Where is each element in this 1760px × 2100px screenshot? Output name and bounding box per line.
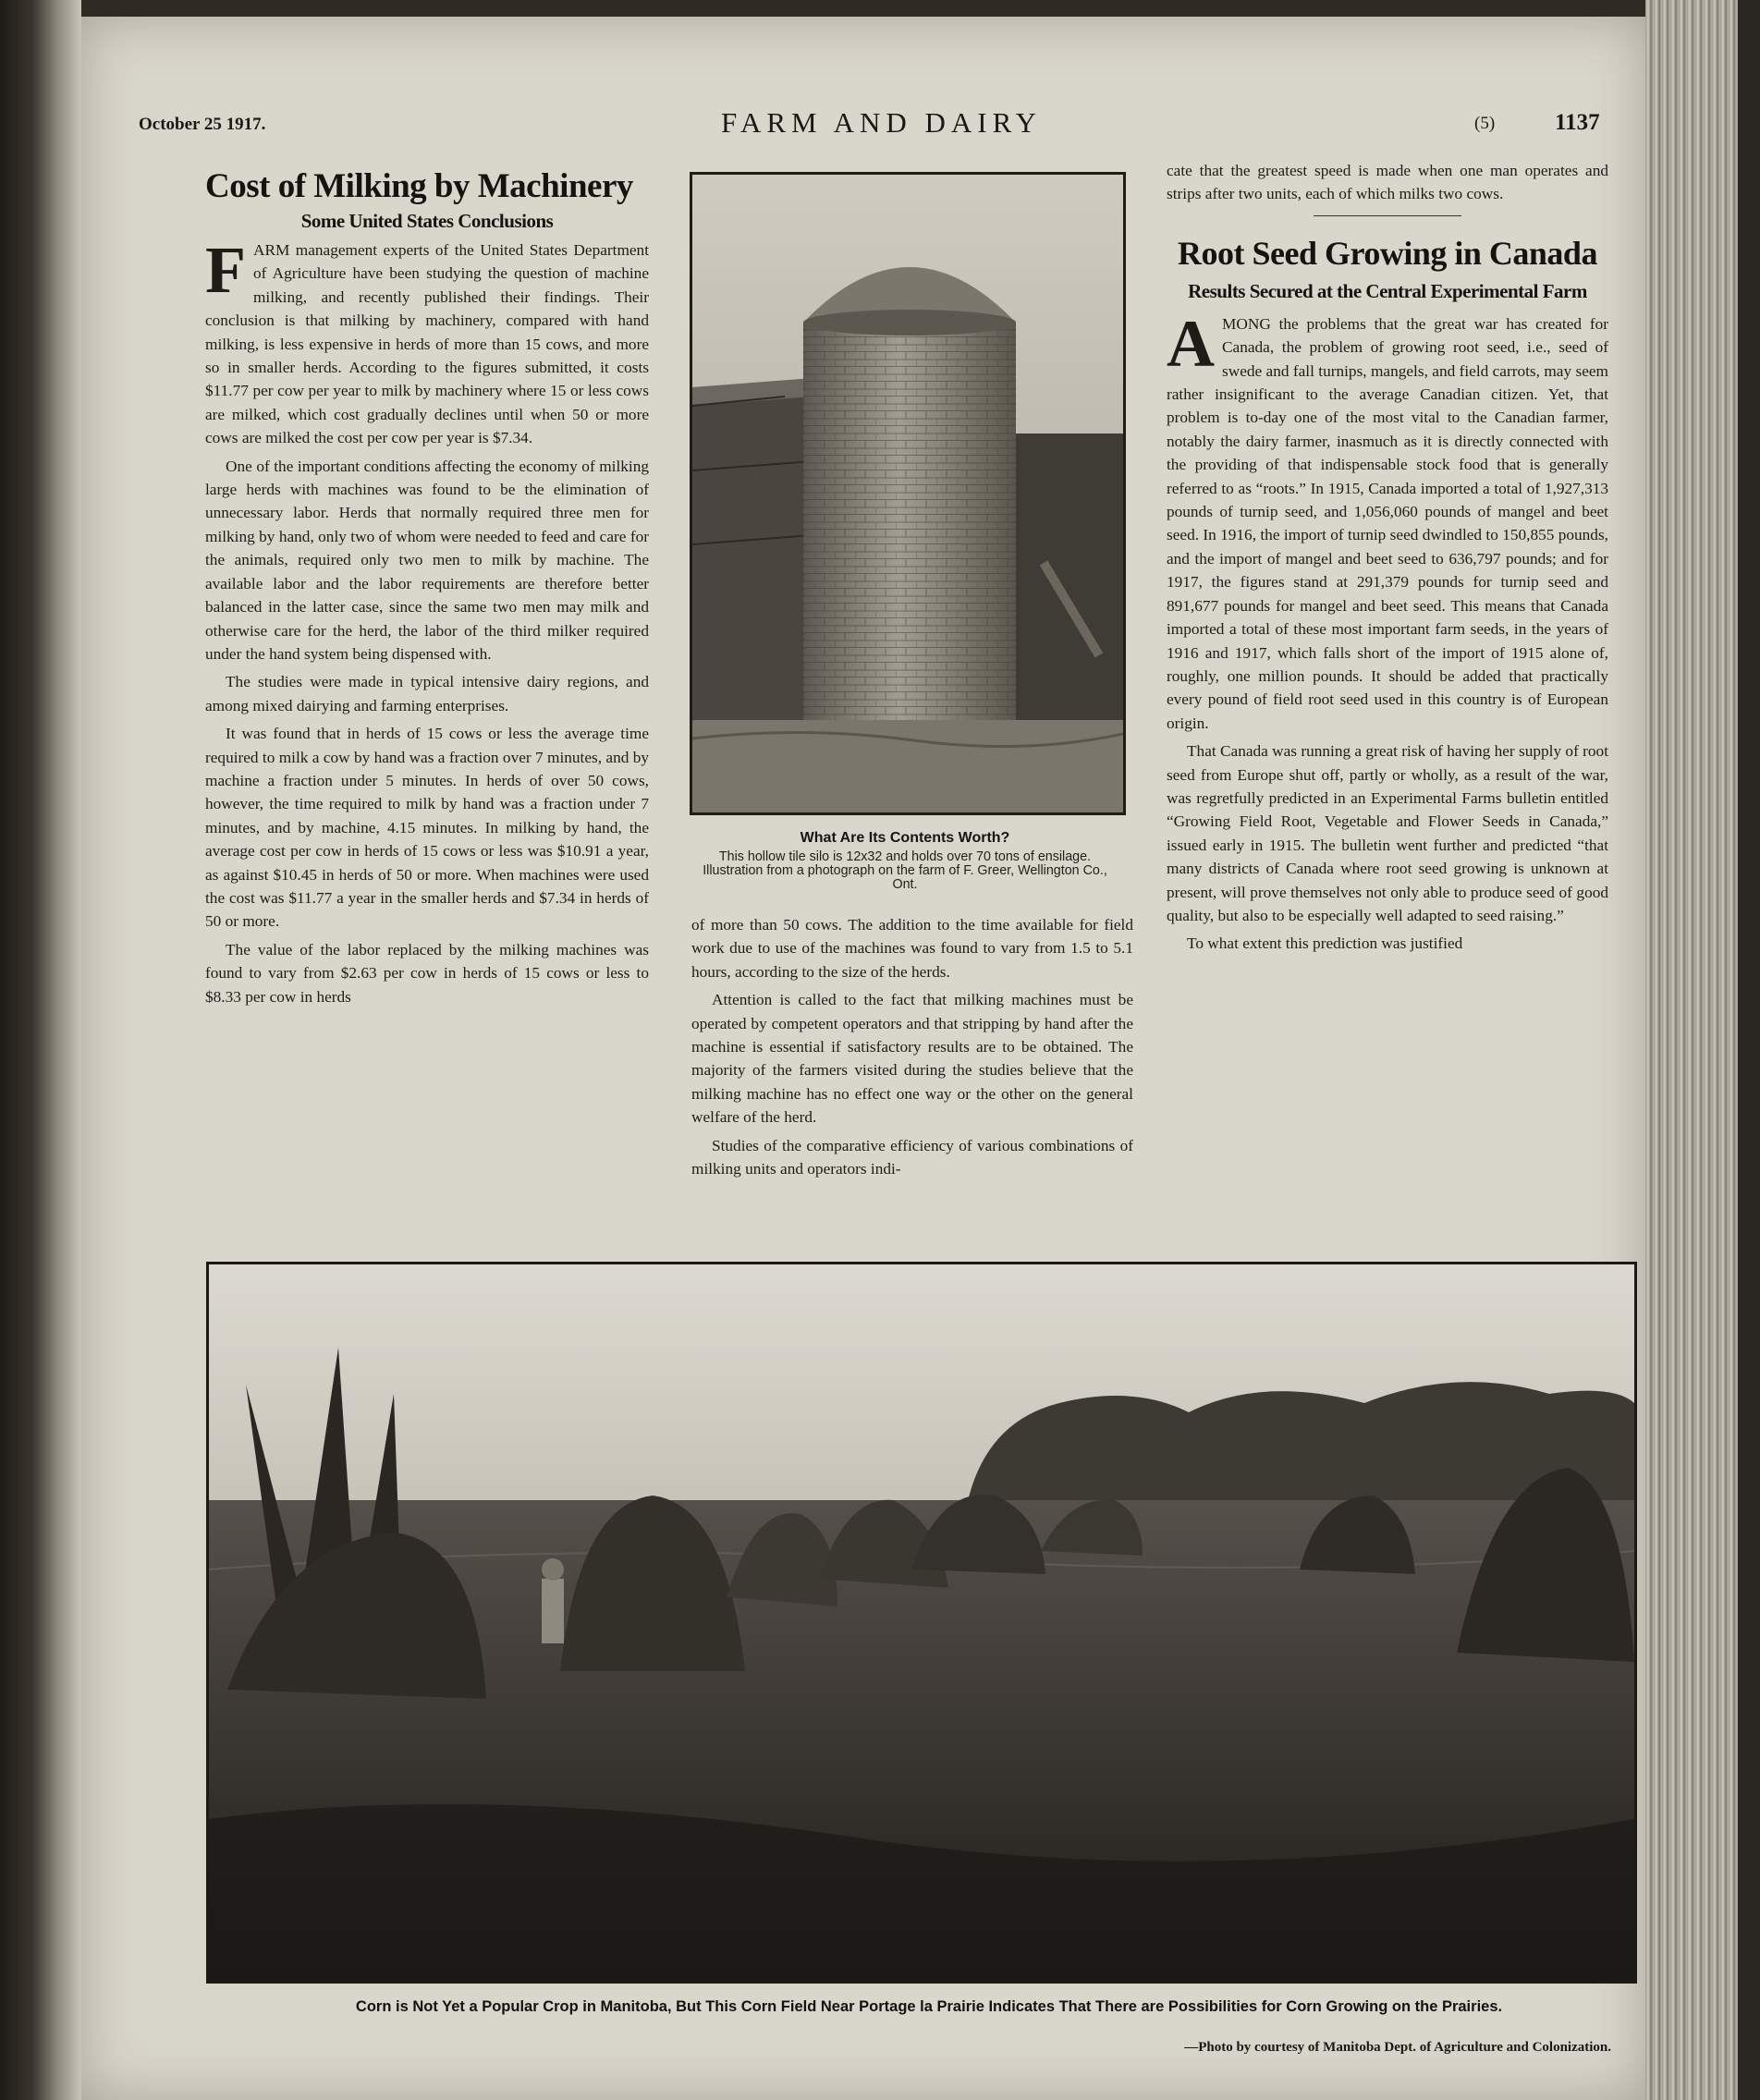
publication-title: FARM AND DAIRY <box>721 106 1042 139</box>
book-edge-shadow <box>1738 0 1760 2100</box>
article-milking-paragraph: The studies were made in typical intensive dairy regions, and among mixed dairying and farming enterprises. <box>205 673 649 714</box>
continuation-paragraph: of more than 50 cows. The addition to the time available for field work due to use of the machines was found to vary from 1.5 to 5.1 hours, according to the size of the herds. <box>691 916 1133 981</box>
article-root-seed-title: Root Seed Growing in Canada <box>1178 234 1597 272</box>
dropcap: F <box>205 233 246 307</box>
continuation-paragraph: Studies of the comparative efficiency of various combinations of milking units and operators indi- <box>691 1136 1133 1178</box>
article-root-seed-paragraph: That Canada was running a great risk of having her supply of root seed from Europe shut off, partly or wholly, as a result of the war, was regretfully predicted in an Experimental Farms bulletin entitled “Growing Field Root, Vegetable and Flower Seeds in Canada,” issued early in 1915. The bulletin went further and predicted “that many districts of Canada where root seed growing is unknown at present, will prove themselves not only able to produce seed of good quality, but also to be especially well adapted to seed raising.” <box>1167 742 1608 924</box>
silo-image <box>692 175 1123 812</box>
page-header <box>139 102 1608 148</box>
article-root-seed-paragraph: AMONG the problems that the great war has created for Canada, the problem of growing root seed, i.e., seed of swede and fall turnips, mangels, and field carrots, may seem rather insignificant to the average Canadian citizen. Yet, that problem is to-day one of the most vital to the Canadian farmer, notably the dairy farmer, inasmuch as it is directly connected with the providing of that indispensable stock food that is generally referred to as “roots.” In 1915, Canada imported a total of 1,927,313 pounds of turnip seed, and 1,056,060 pounds of mangel and beet seed. In 1916, the import of turnip seed dwindled to 150,855 pounds, and the import of mangel and beet seed to 636,797 pounds; and for 1917, the figures stand at 291,379 pounds for turnip seed and 891,677 pounds for mangel and beet seed. This means that Canada imported a total of these most important farm seeds, in the years of 1916 and 1917, which falls short of the import of 1915 alone of, roughly, one million pounds. It should be added that practically every pound of field root seed used in this country is of European origin. <box>1167 306 1608 732</box>
corn-field-caption: Corn is Not Yet a Popular Crop in Manitoba, But This Corn Field Near Portage la Prairie Indicates That There are Possibilities for Corn Growing on the Prairies. <box>355 1998 1503 2015</box>
dropcap: A <box>1167 306 1215 381</box>
article-milking-continuation <box>691 913 1133 1185</box>
book-gutter-left <box>0 0 81 2100</box>
article-milking-paragraph: The value of the labor replaced by the milking machines was found to vary from $2.63 per cow in herds of 15 cows or less to $8.33 per cow in herds <box>205 940 649 1006</box>
silo-caption-title: What Are Its Contents Worth? <box>800 830 1010 846</box>
article-root-seed-paragraph: To what extent this prediction was justified <box>1187 934 1463 953</box>
article-milking-paragraph: One of the important conditions affecting the economy of milking large herds with machines was found to be the elimination of unnecessary labor. Herds that normally required three men for milking by hand, only two of whom were needed to feed and care for the animals, required only two men to milk by machine. The available labor and the labor requirements are therefore better balanced in the latter case, since the same two men may milk and otherwise care for the herd, the labor of the third milker required under the hand system being dispensed with. <box>205 457 649 663</box>
article-milking-paragraph: It was found that in herds of 15 cows or less the average time required to milk a cow by hand was a fraction over 7 minutes, and by machine a fraction under 5 minutes. In herds of over 50 cows, however, the time required to milk by hand was a fraction under 7 minutes, and by machine, 4.15 minutes. In milking by hand, the average cost per cow in herds of 15 cows or less was $10.91 a year, as against $10.45 in herds of 50 or more. When machines were used the cost was $11.77 a year in the smaller herds and $7.34 in herds of 50 or more. <box>205 725 649 931</box>
article-milking-title: Cost of Milking by Machinery <box>205 167 633 205</box>
corn-field-photograph <box>206 1262 1637 1984</box>
photo-credit: —Photo by courtesy of Manitoba Dept. of Agriculture and Colonization. <box>1184 2040 1611 2055</box>
section-number: (5) <box>1474 114 1496 133</box>
article-root-seed-subtitle: Results Secured at the Central Experimental Farm <box>1188 279 1587 302</box>
silo-photograph <box>690 172 1126 815</box>
page-number: 1137 <box>1555 110 1600 135</box>
continuation-paragraph: cate that the greatest speed is made when one man operates and strips after two units, each of which milks two cows. <box>1167 162 1608 203</box>
continuation-paragraph: Attention is called to the fact that milking machines must be operated by competent operators and that stripping by hand after the machine is essential if satisfactory results are to be obtained. The majority of the farmers visited during the studies believe that the milking machine has no effect one way or the other on the general welfare of the herd. <box>691 991 1133 1127</box>
article-milking-column <box>205 166 649 1013</box>
article-milking-paragraph: FARM management experts of the United States Department of Agriculture have been studying the question of machine milking, and recently published their findings. Their conclusion is that milking by machinery, compared with hand milking, is less expensive in herds of more than 15 cows, and more so in smaller herds. According to the figures submitted, it costs $11.77 per cow per year to milk by machinery where 15 or less cows are milked, which cost gradually declines until when 50 or more cows are milked the cost per cow per year is $7.34. <box>205 233 649 447</box>
article-root-seed-column <box>1167 159 1608 960</box>
section-divider <box>1314 215 1461 216</box>
article-milking-subtitle: Some United States Conclusions <box>300 210 554 232</box>
corn-field-image <box>209 1264 1634 1981</box>
silo-caption-body: This hollow tile silo is 12x32 and holds over 70 tons of ensilage. Illustration from a photograph on the farm of F. Greer, Wellington Co., Ont. <box>703 849 1107 892</box>
issue-date: October 25 1917. <box>139 115 266 134</box>
